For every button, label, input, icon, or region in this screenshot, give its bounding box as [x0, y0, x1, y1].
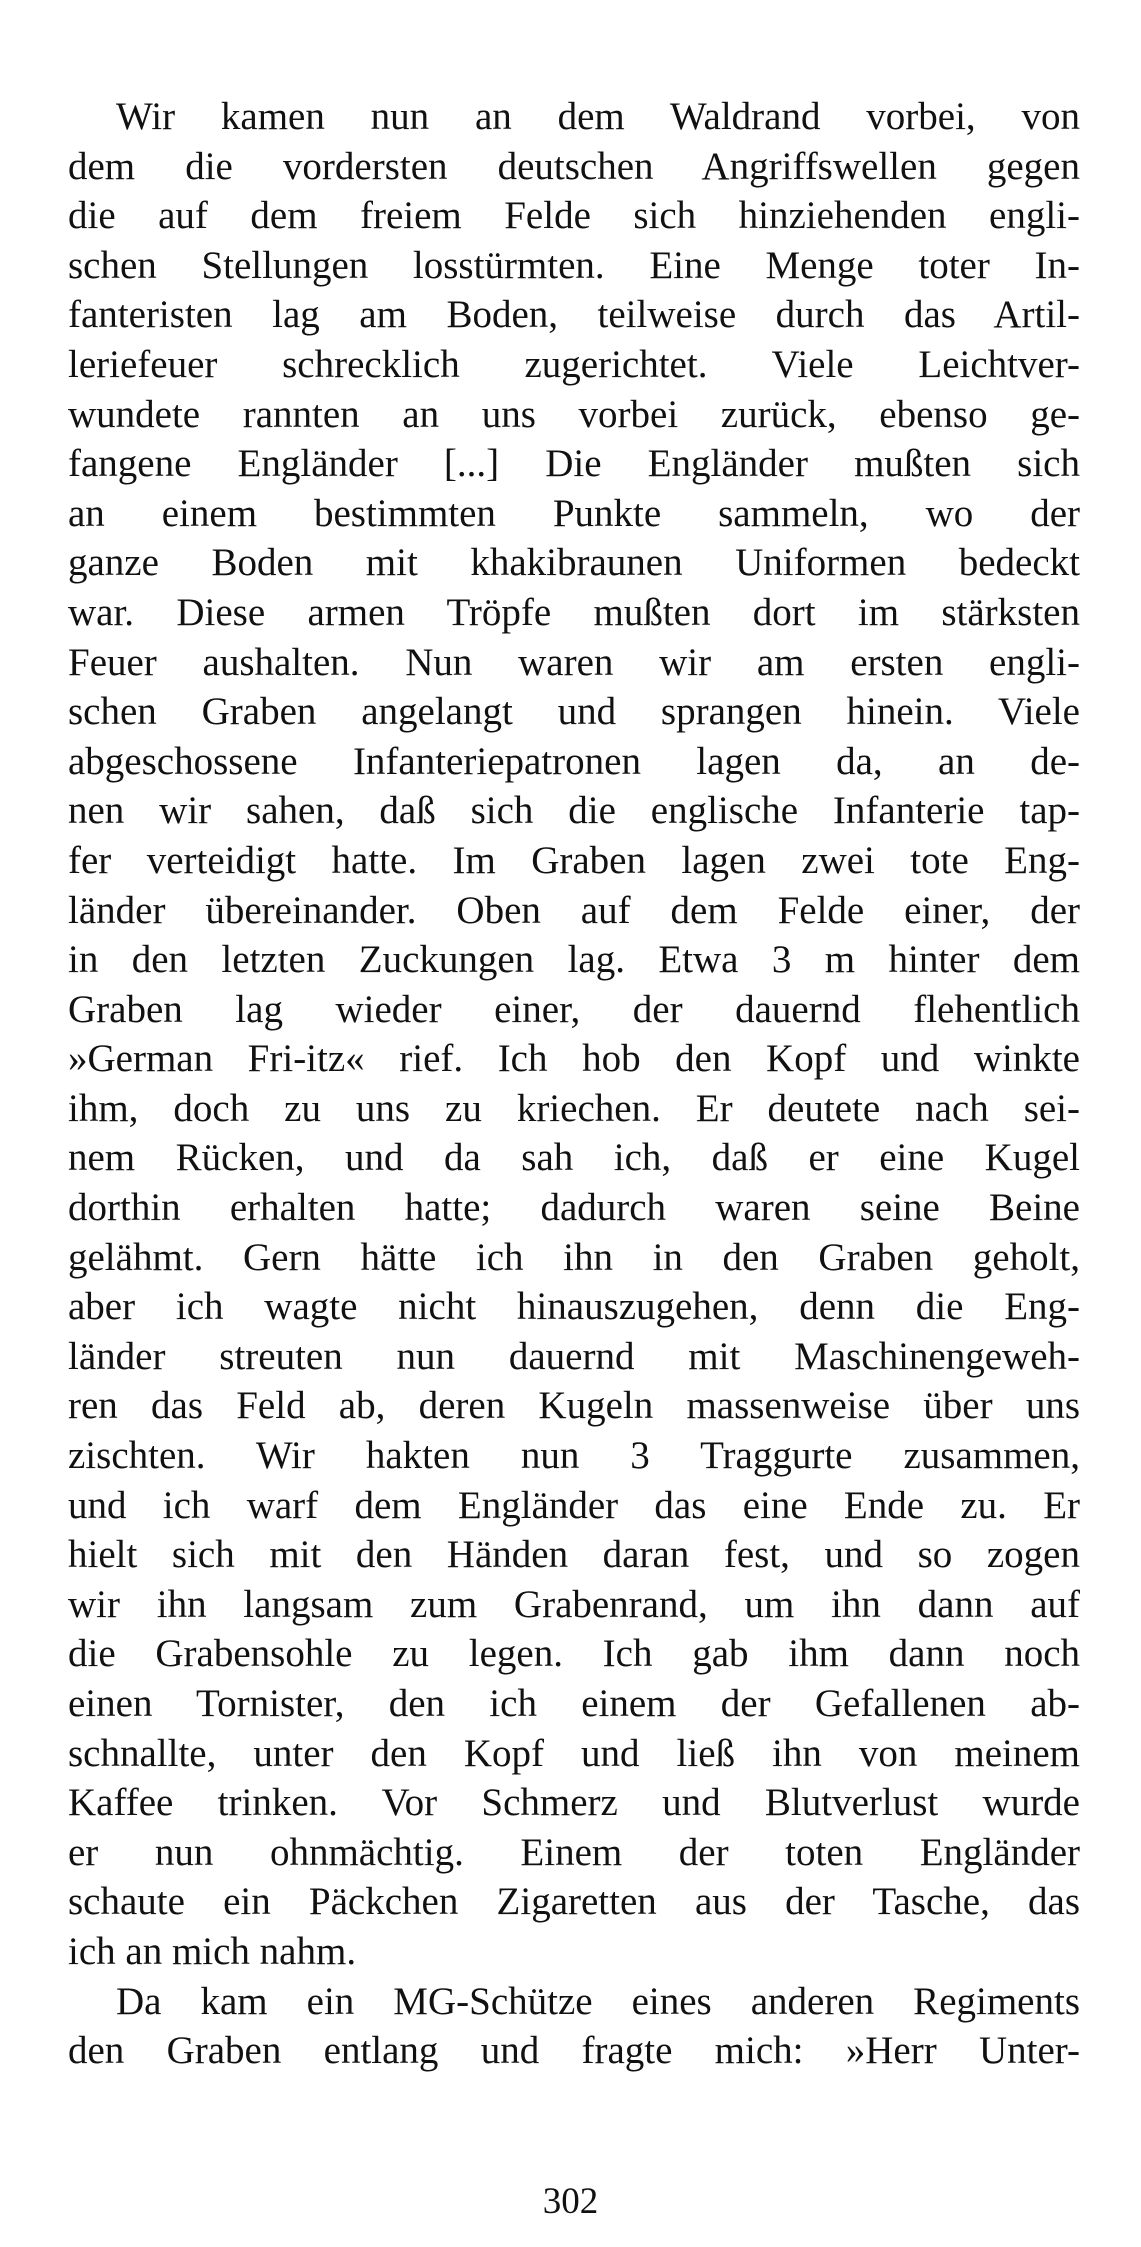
text-line: dem die vordersten deutschen Angriffswellen gegen: [68, 144, 1080, 188]
text-line: er nun ohnmächtig. Einem der toten Engländer: [68, 1830, 1080, 1874]
text-line: Graben lag wieder einer, der dauernd flehentlich: [68, 987, 1080, 1031]
text-line: hielt sich mit den Händen daran fest, und so zogen: [68, 1533, 1080, 1577]
text-line: Kaffee trinken. Vor Schmerz und Blutverlust wurde: [68, 1781, 1080, 1825]
text-line: dorthin erhalten hatte; dadurch waren seine Beine: [68, 1186, 1080, 1230]
text-line: leriefeuer schrecklich zugerichtet. Viele Leichtver-: [68, 342, 1080, 386]
text-line: Wir kamen nun an dem Waldrand vorbei, von: [116, 95, 1080, 138]
text-line: länder streuten nun dauernd mit Maschinengeweh-: [68, 1334, 1080, 1378]
text-line: einen Tornister, den ich einem der Gefallenen ab-: [68, 1682, 1080, 1725]
text-line: wundete rannten an uns vorbei zurück, ebenso ge-: [68, 392, 1080, 436]
text-line: schen Graben angelangt und sprangen hinein. Viele: [68, 690, 1080, 734]
text-line: schen Stellungen losstürmten. Eine Menge toter In-: [68, 243, 1080, 287]
text-line: abgeschossene Infanteriepatronen lagen da, an de-: [68, 739, 1080, 783]
text-line: fanteristen lag am Boden, teilweise durch das Artil-: [68, 293, 1080, 337]
text-line: nem Rücken, und da sah ich, daß er eine Kugel: [68, 1136, 1080, 1180]
text-line: aber ich wagte nicht hinauszugehen, denn die Eng-: [68, 1285, 1080, 1329]
text-line: fer verteidigt hatte. Im Graben lagen zwei tote Eng-: [68, 838, 1080, 882]
text-line: war. Diese armen Tröpfe mußten dort im stärksten: [68, 590, 1080, 634]
text-line: an einem bestimmten Punkte sammeln, wo der: [68, 491, 1080, 535]
text-line: schaute ein Päckchen Zigaretten aus der Tasche, das: [68, 1880, 1080, 1924]
text-line: wir ihn langsam zum Grabenrand, um ihn dann auf: [68, 1582, 1080, 1626]
text-line: ren das Feld ab, deren Kugeln massenweise über uns: [68, 1384, 1080, 1428]
text-line: in den letzten Zuckungen lag. Etwa 3 m hinter dem: [68, 938, 1080, 982]
text-line: nen wir sahen, daß sich die englische Infanterie tap-: [68, 789, 1080, 833]
text-line: schnallte, unter den Kopf und ließ ihn von meinem: [68, 1731, 1080, 1775]
page-number: 302: [542, 2181, 599, 2222]
text-line: ihm, doch zu uns zu kriechen. Er deutete nach sei-: [68, 1086, 1080, 1130]
text-line: und ich warf dem Engländer das eine Ende zu. Er: [68, 1483, 1080, 1527]
text-line: »German Fri-itz« rief. Ich hob den Kopf und winkte: [68, 1037, 1080, 1081]
text-line: ganze Boden mit khakibraunen Uniformen bedeckt: [68, 541, 1080, 585]
text-line: Da kam ein MG-Schütze eines anderen Regiments: [116, 1979, 1080, 2023]
text-line: länder übereinander. Oben auf dem Felde einer, der: [68, 888, 1080, 932]
text-line: gelähmt. Gern hätte ich ihn in den Graben geholt,: [68, 1235, 1080, 1279]
text-line: zischten. Wir hakten nun 3 Traggurte zusammen,: [68, 1434, 1080, 1478]
paragraph: [68, 92, 1080, 1977]
body-text: [68, 92, 1080, 2076]
text-line: die Grabensohle zu legen. Ich gab ihm dann noch: [68, 1632, 1080, 1676]
text-line: die auf dem freiem Felde sich hinziehenden engli-: [68, 194, 1080, 238]
paragraph: [68, 1977, 1080, 2076]
text-line: ich an mich nahm.: [68, 1929, 357, 1973]
text-line: den Graben entlang und fragte mich: »Herr Unter-: [68, 2029, 1080, 2073]
text-line: fangene Engländer [...] Die Engländer mußten sich: [68, 442, 1080, 486]
text-line: Feuer aushalten. Nun waren wir am ersten engli-: [68, 640, 1080, 684]
